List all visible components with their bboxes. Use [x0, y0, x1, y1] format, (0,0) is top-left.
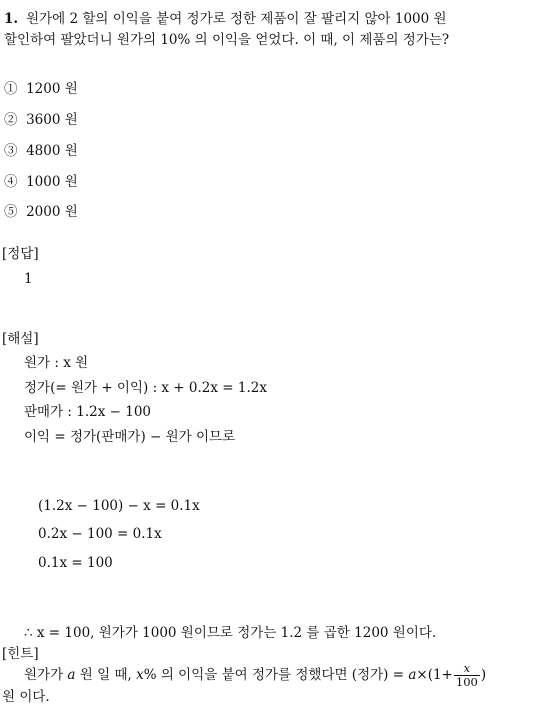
hint-text-a: 원가가 — [24, 667, 64, 683]
hint-fraction — [454, 662, 480, 689]
question-number: 1. — [4, 11, 19, 27]
explanation-line-2: 정가(= 원가 + 이익) : x + 0.2x = 1.2x — [24, 380, 267, 396]
explanation-line-3: 판매가 : 1.2x − 100 — [24, 404, 151, 420]
question-text-1: 원가에 2 할의 이익을 붙여 정가로 정한 제품이 잘 팔리지 않아 1000 원 — [26, 11, 447, 27]
hint-line-2: 원 이다. — [2, 689, 50, 705]
hint-fraction-denominator: 100 — [455, 675, 478, 689]
explanation-label: [해설] — [2, 331, 39, 347]
choice-text: 2000 원 — [26, 204, 78, 220]
choice-1[interactable] — [4, 80, 78, 98]
equation-3: 0.1x = 100 — [38, 555, 113, 571]
choice-text: 1000 원 — [26, 174, 78, 190]
choice-marker: ② — [4, 112, 18, 128]
explanation-conclusion: ∴ x = 100, 원가가 1000 원이므로 정가는 1.2 를 곱한 1200 원이다. — [24, 625, 437, 641]
choice-text: 4800 원 — [26, 143, 78, 159]
choice-2[interactable] — [4, 111, 78, 129]
equation-1: (1.2x − 100) − x = 0.1x — [38, 498, 200, 514]
choice-5[interactable] — [4, 203, 78, 221]
choice-marker: ④ — [4, 174, 18, 190]
answer-value: 1 — [24, 271, 33, 287]
answer-label: [정답] — [2, 246, 39, 262]
hint-text-b: 원 일 때, — [79, 667, 132, 683]
equation-2: 0.2x − 100 = 0.1x — [38, 526, 162, 542]
hint-var-x: x — [136, 667, 144, 683]
hint-line-1 — [24, 662, 486, 689]
hint-formula-times: ×(1+ — [416, 667, 453, 683]
choice-4[interactable] — [4, 173, 78, 191]
hint-var-a: a — [67, 667, 76, 683]
hint-text-c: % 의 이익을 붙여 정가를 정했다면 (정가) = — [143, 667, 405, 683]
explanation-line-1: 원가 : x 원 — [24, 355, 89, 371]
question-line-1 — [4, 10, 447, 28]
question-text-2: 할인하여 팔았더니 원가의 10% 의 이익을 얻었다. 이 때, 이 제품의 정가는? — [4, 32, 450, 48]
choice-text: 1200 원 — [26, 81, 78, 97]
explanation-line-4: 이익 = 정가(판매가) − 원가 이므로 — [24, 429, 236, 445]
hint-label: [힌트] — [2, 646, 39, 662]
hint-formula-close: ) — [480, 667, 487, 683]
choice-marker: ③ — [4, 143, 18, 159]
hint-fraction-numerator: x — [463, 661, 471, 675]
choice-marker: ① — [4, 81, 18, 97]
choice-marker: ⑤ — [4, 204, 18, 220]
choice-text: 3600 원 — [26, 112, 78, 128]
choice-3[interactable] — [4, 142, 78, 160]
hint-formula-a: a — [408, 667, 417, 683]
